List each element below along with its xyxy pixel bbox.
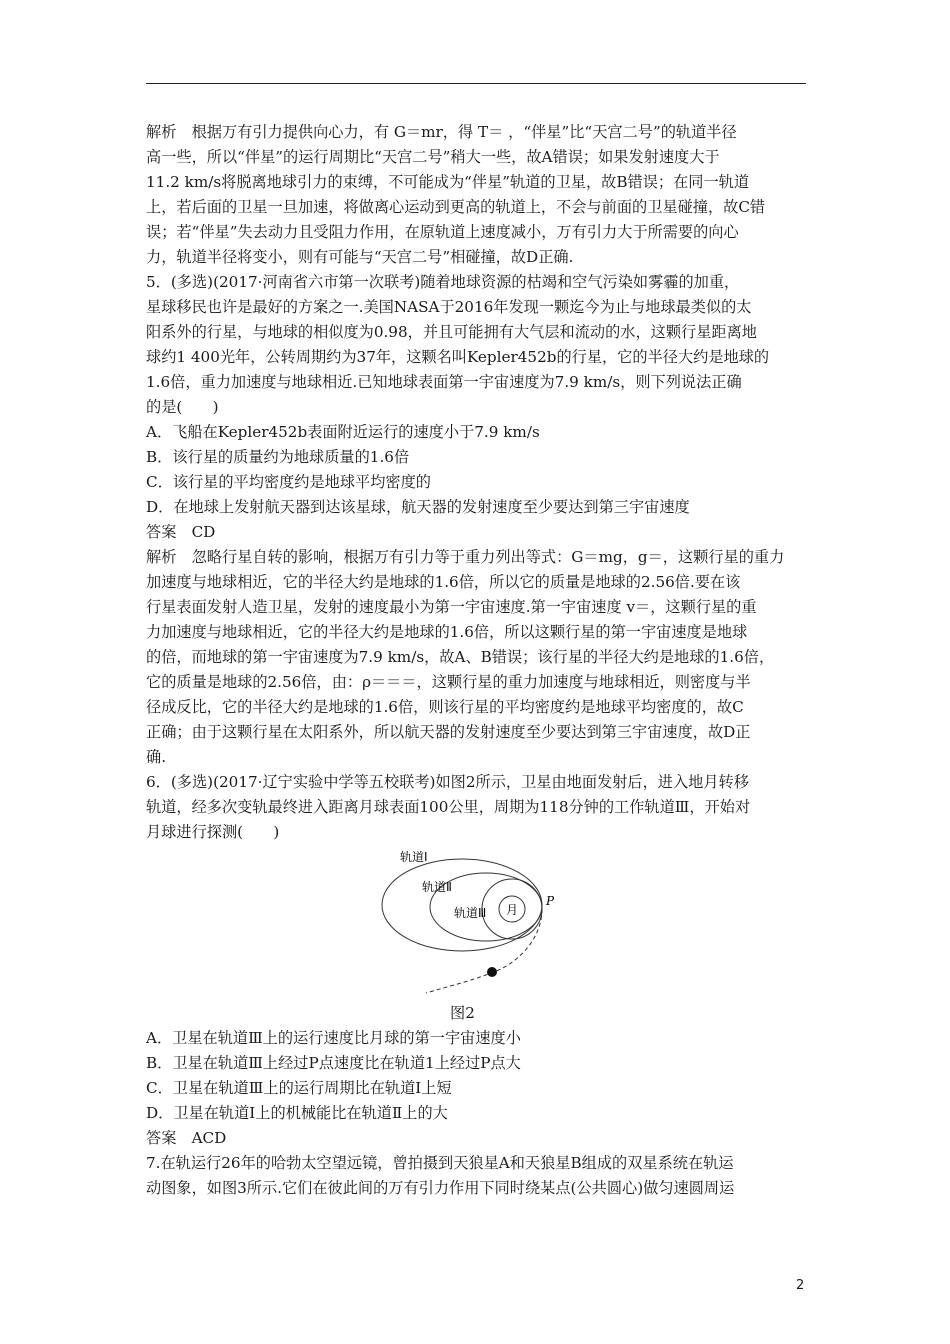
text-line: 正确；由于这颗行星在太阳系外，所以航天器的发射速度至少要达到第三宇宙速度，故D正	[146, 723, 751, 741]
moon-label: 月	[506, 903, 519, 917]
question-5-line: 5．(多选)(2017·河南省六市第一次联考)随着地球资源的枯竭和空气污染如雾霾的加重，	[146, 273, 740, 291]
text-line: 动图象，如图3所示.它们在彼此间的万有引力作用下同时绕某点(公共圆心)做匀速圆周运	[146, 1179, 735, 1197]
option-d: D．卫星在轨道Ⅰ上的机械能比在轨道Ⅱ上的大	[146, 1104, 448, 1122]
text-line: 上，若后面的卫星一旦加速，将做离心运动到更高的轨道上，不会与前面的卫星碰撞，故C错	[146, 198, 766, 216]
text-block-after-figure	[146, 1026, 810, 1201]
option-a: A．飞船在Kepler452b表面附近运行的速度小于7.9 km/s	[146, 423, 540, 441]
orbit-diagram	[146, 845, 810, 1001]
point-p-label: P	[546, 894, 555, 908]
text-line: 解析 根据万有引力提供向心力，有 G＝mr，得 T＝ ，“伴星”比“天宫二号”的轨道半径	[146, 123, 737, 141]
text-line: 确.	[146, 748, 167, 766]
text-line: 力加速度与地球相近，它的半径大约是地球的1.6倍，所以这颗行星的第一宇宙速度是地球	[146, 623, 748, 641]
orbit-2-label: 轨道Ⅱ	[422, 880, 452, 894]
orbit-diagram-svg	[376, 845, 566, 1001]
question-6-line: 6．(多选)(2017·辽宁实验中学等五校联考)如图2所示，卫星由地面发射后，进入地月转移	[146, 773, 749, 791]
option-b: B．该行星的质量约为地球质量的1.6倍	[146, 448, 410, 466]
text-line: 径成反比，它的半径大约是地球的1.6倍，则该行星的平均密度约是地球平均密度的，故C	[146, 698, 744, 716]
text-block-before-figure	[146, 120, 810, 845]
text-line: 球约1 400光年，公转周期约为37年，这颗名叫Kepler452b的行星，它的半径大约是地球的	[146, 348, 770, 366]
orbit-1-label: 轨道Ⅰ	[400, 850, 428, 864]
answer-line: 答案 ACD	[146, 1129, 227, 1147]
text-line: 高一些，所以“伴星”的运行周期比“天宫二号”稍大一些，故A错误；如果发射速度大于	[146, 148, 720, 166]
answer-line: 答案 CD	[146, 523, 216, 541]
figure-caption: 图2	[450, 1004, 475, 1022]
orbit-3-label: 轨道Ⅲ	[454, 906, 487, 920]
text-line: 加速度与地球相近，它的半径大约是地球的1.6倍，所以它的质量是地球的2.56倍.要在该	[146, 573, 741, 591]
text-line: 的是( )	[146, 398, 219, 416]
text-line: 1.6倍，重力加速度与地球相近.已知地球表面第一宇宙速度为7.9 km/s，则下列说法正确	[146, 373, 742, 391]
option-a: A．卫星在轨道Ⅲ上的运行速度比月球的第一宇宙速度小	[146, 1029, 521, 1047]
option-d: D．在地球上发射航天器到达该星球，航天器的发射速度至少要达到第三宇宙速度	[146, 498, 690, 516]
text-line: 的倍，而地球的第一宇宙速度为7.9 km/s，故A、B错误；该行星的半径大约是地球的1.6倍，	[146, 648, 775, 666]
text-line: 它的质量是地球的2.56倍，由：ρ＝＝＝，这颗行星的重力加速度与地球相近，则密度与半	[146, 673, 751, 691]
text-line: 轨道，经多次变轨最终进入距离月球表面100公里，周期为118分钟的工作轨道Ⅲ，开始对	[146, 798, 751, 816]
option-c: C．卫星在轨道Ⅲ上的运行周期比在轨道Ⅰ上短	[146, 1079, 452, 1097]
text-line: 11.2 km/s将脱离地球引力的束缚，不可能成为“伴星”轨道的卫星，故B错误；在同一轨道	[146, 173, 750, 191]
text-line: 误；若“伴星”失去动力且受阻力作用，在原轨道上速度减小，万有引力大于所需要的向心	[146, 223, 739, 241]
option-c: C．该行星的平均密度约是地球平均密度的	[146, 473, 431, 491]
question-7-line: 7.在轨运行26年的哈勃太空望远镜，曾拍摄到天狼星A和天狼星B组成的双星系统在轨运	[146, 1154, 734, 1172]
transfer-trajectory	[426, 909, 542, 993]
satellite-dot	[487, 967, 497, 977]
text-line: 力，轨道半径将变小，则有可能与“天宫二号”相碰撞，故D正确.	[146, 248, 574, 266]
page-number: 2	[796, 1278, 805, 1293]
option-b: B．卫星在轨道Ⅲ上经过P点速度比在轨道1上经过P点大	[146, 1054, 521, 1072]
page-body	[146, 120, 810, 1201]
text-line: 星球移民也许是最好的方案之一.美国NASA于2016年发现一颗迄今为止与地球最类似的太	[146, 298, 752, 316]
text-line: 解析 忽略行星自转的影响，根据万有引力等于重力列出等式：G＝mg，g＝，这颗行星的重力	[146, 548, 785, 566]
header-rule	[146, 83, 806, 84]
text-line: 行星表面发射人造卫星，发射的速度最小为第一宇宙速度.第一宇宙速度 v＝，这颗行星的重	[146, 598, 757, 616]
text-line: 月球进行探测( )	[146, 823, 280, 841]
text-line: 阳系外的行星，与地球的相似度为0.98，并且可能拥有大气层和流动的水，这颗行星距离地	[146, 323, 757, 341]
